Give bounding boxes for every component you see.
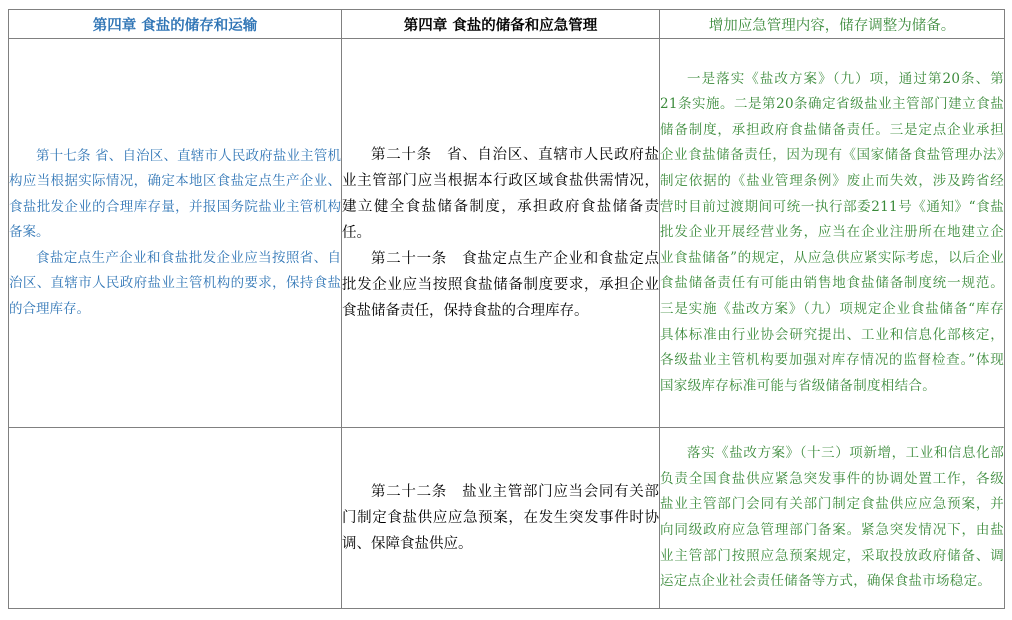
new-text-cell xyxy=(342,428,660,609)
note-text: 一是落实《盐改方案》（九）项，通过第20条、第21条实施。二是第20条确定省级盐业主管部门建立食盐储备制度，承担政府食盐储备责任。三是定点企业承担企业食盐储备责任，因为现有《国家储备食盐管理办法》制定依据的《盐业管理条例》废止而失效，涉及跨省经营时目前过渡期间可统一执行部委211号《通知》“食盐批发企业开展经营业务，应当在企业注册所在地建立企业食盐储备”的规定，从应急供应紧实际考虑，以后企业食盐储备责任有可能由销售地食盐储备制度统一规范。三是实施《盐改方案》（九）项规定企业食盐储备“库存具体标准由行业协会研究提出、工业和信息化部核定，各级盐业主管机构要加强对库存情况的监督检查。”体现国家级库存标准可能与省级储备制度相结合。 xyxy=(660,70,1004,394)
note-cell xyxy=(660,428,1005,609)
old-article-17-para2: 食盐定点生产企业和食盐批发企业应当按照省、自治区、直辖市人民政府盐业主管机构的要求，保持食盐的合理库存。 xyxy=(9,249,341,317)
new-article-20: 第二十条 省、自治区、直辖市人民政府盐业主管部门应当根据本行政区域食盐供需情况，建立健全食盐储备制度，承担政府食盐储备责任。 xyxy=(342,147,659,241)
header-new-text: 第四章 食盐的储备和应急管理 xyxy=(342,10,660,39)
table-row xyxy=(9,428,1005,609)
note-cell xyxy=(660,39,1005,428)
note-text: 落实《盐改方案》（十三）项新增，工业和信息化部负责全国食盐供应紧急突发事件的协调处置工作，各级盐业主管部门会同有关部门制定食盐供应应急预案，并向同级政府应急管理部门备案。紧急突发情况下，由盐业主管部门按照应急预案规定，采取投放政府储备、调运定点企业社会责任储备等方式，确保食盐市场稳定。 xyxy=(660,445,1004,590)
table-row xyxy=(9,39,1005,428)
old-text-cell-empty xyxy=(9,428,342,609)
comparison-table xyxy=(8,9,1005,609)
header-old-text: 第四章 食盐的储存和运输 xyxy=(9,10,342,39)
new-text-cell xyxy=(342,39,660,428)
new-article-21: 第二十一条 食盐定点生产企业和食盐定点批发企业应当按照食盐储备制度要求，承担企业食盐储备责任，保持食盐的合理库存。 xyxy=(342,251,659,319)
header-row xyxy=(9,10,1005,39)
header-note: 增加应急管理内容，储存调整为储备。 xyxy=(660,10,1005,39)
old-article-17: 第十七条 省、自治区、直辖市人民政府盐业主管机构应当根据实际情况，确定本地区食盐定点生产企业、食盐批发企业的合理库存量，并报国务院盐业主管机构备案。 xyxy=(9,147,341,241)
old-text-cell xyxy=(9,39,342,428)
new-article-22: 第二十二条 盐业主管部门应当会同有关部门制定食盐供应应急预案，在发生突发事件时协调、保障食盐供应。 xyxy=(342,484,659,552)
